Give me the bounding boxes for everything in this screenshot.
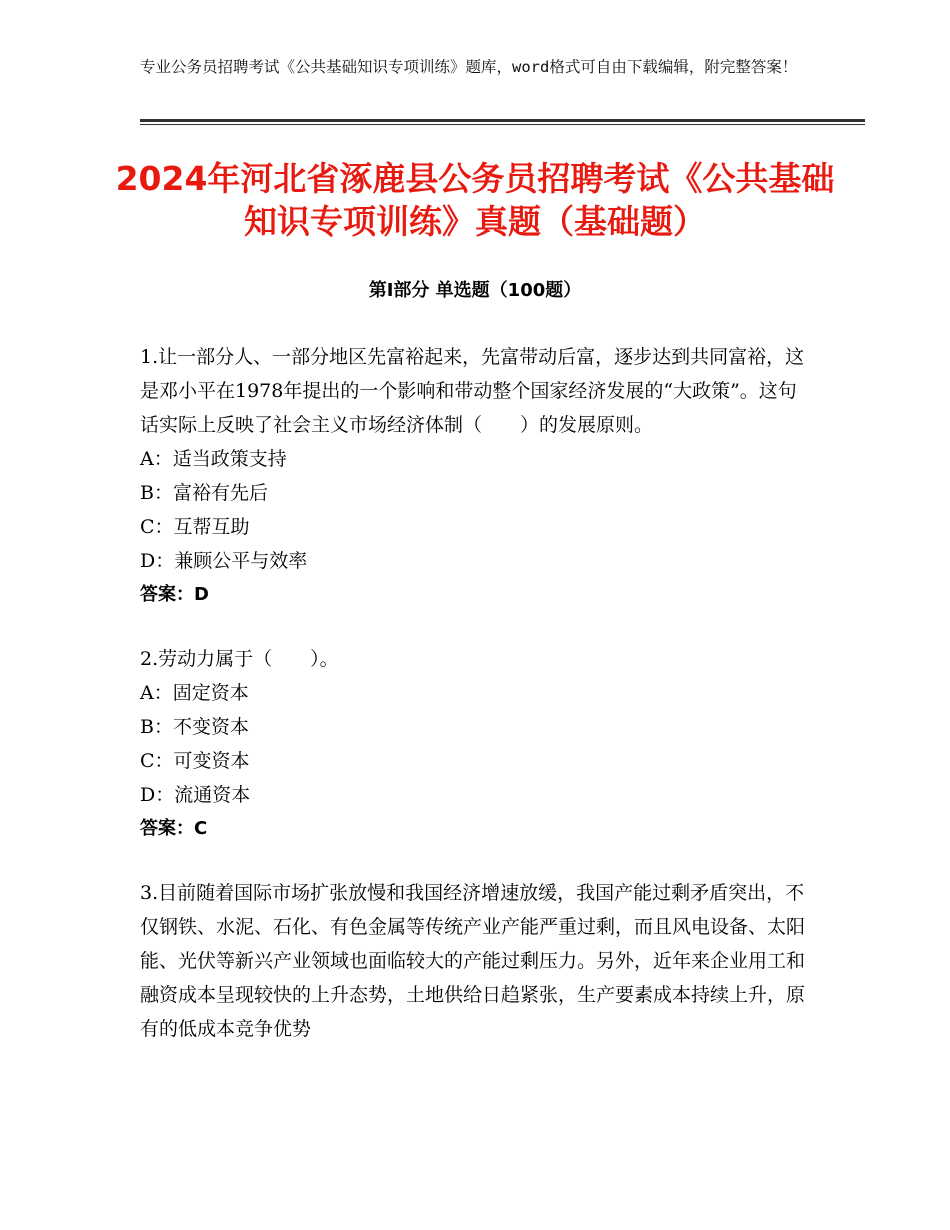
question-list [140, 340, 810, 1076]
option-c: C：可变资本 [140, 750, 250, 772]
document-title: 2024年河北省涿鹿县公务员招聘考试《公共基础知识专项训练》真题（基础题） [115, 159, 835, 241]
option-b: B：不变资本 [140, 716, 249, 738]
section-heading: 第Ⅰ部分 单选题（100题） [368, 280, 582, 301]
option-b: B：富裕有先后 [140, 482, 268, 504]
question-stem: 1.让一部分人、一部分地区先富裕起来，先富带动后富，逐步达到共同富裕，这是邓小平在1978年提出的一个影响和带动整个国家经济发展的“大政策”。这句话实际上反映了社会主义市场经济体制（ ）的发展原则。 [140, 346, 805, 436]
question-stem: 2.劳动力属于（ ）。 [140, 648, 339, 670]
option-d: D：兼顾公平与效率 [140, 550, 308, 572]
option-a: A：适当政策支持 [140, 448, 287, 470]
question-stem: 3.目前随着国际市场扩张放慢和我国经济增速放缓，我国产能过剩矛盾突出，不仅钢铁、水泥、石化、有色金属等传统产业产能严重过剩，而且风电设备、太阳能、光伏等新兴产业领域也面临较大的产能过剩压力。另外，近年来企业用工和融资成本呈现较快的上升态势，土地供给日趋紧张，生产要素成本持续上升，原有的低成本竞争优势 [140, 882, 806, 1040]
answer: 答案：C [140, 818, 208, 839]
option-d: D：流通资本 [140, 784, 251, 806]
answer: 答案：D [140, 584, 209, 605]
question-3 [140, 876, 810, 1046]
header-rule-thick [140, 119, 865, 122]
question-1 [140, 340, 810, 612]
header-note: 专业公务员招聘考试《公共基础知识专项训练》题库，word格式可自由下载编辑，附完整答案！ [140, 58, 798, 76]
header-rule-thin [140, 124, 865, 125]
option-a: A：固定资本 [140, 682, 249, 704]
option-c: C：互帮互助 [140, 516, 250, 538]
question-2 [140, 642, 810, 846]
